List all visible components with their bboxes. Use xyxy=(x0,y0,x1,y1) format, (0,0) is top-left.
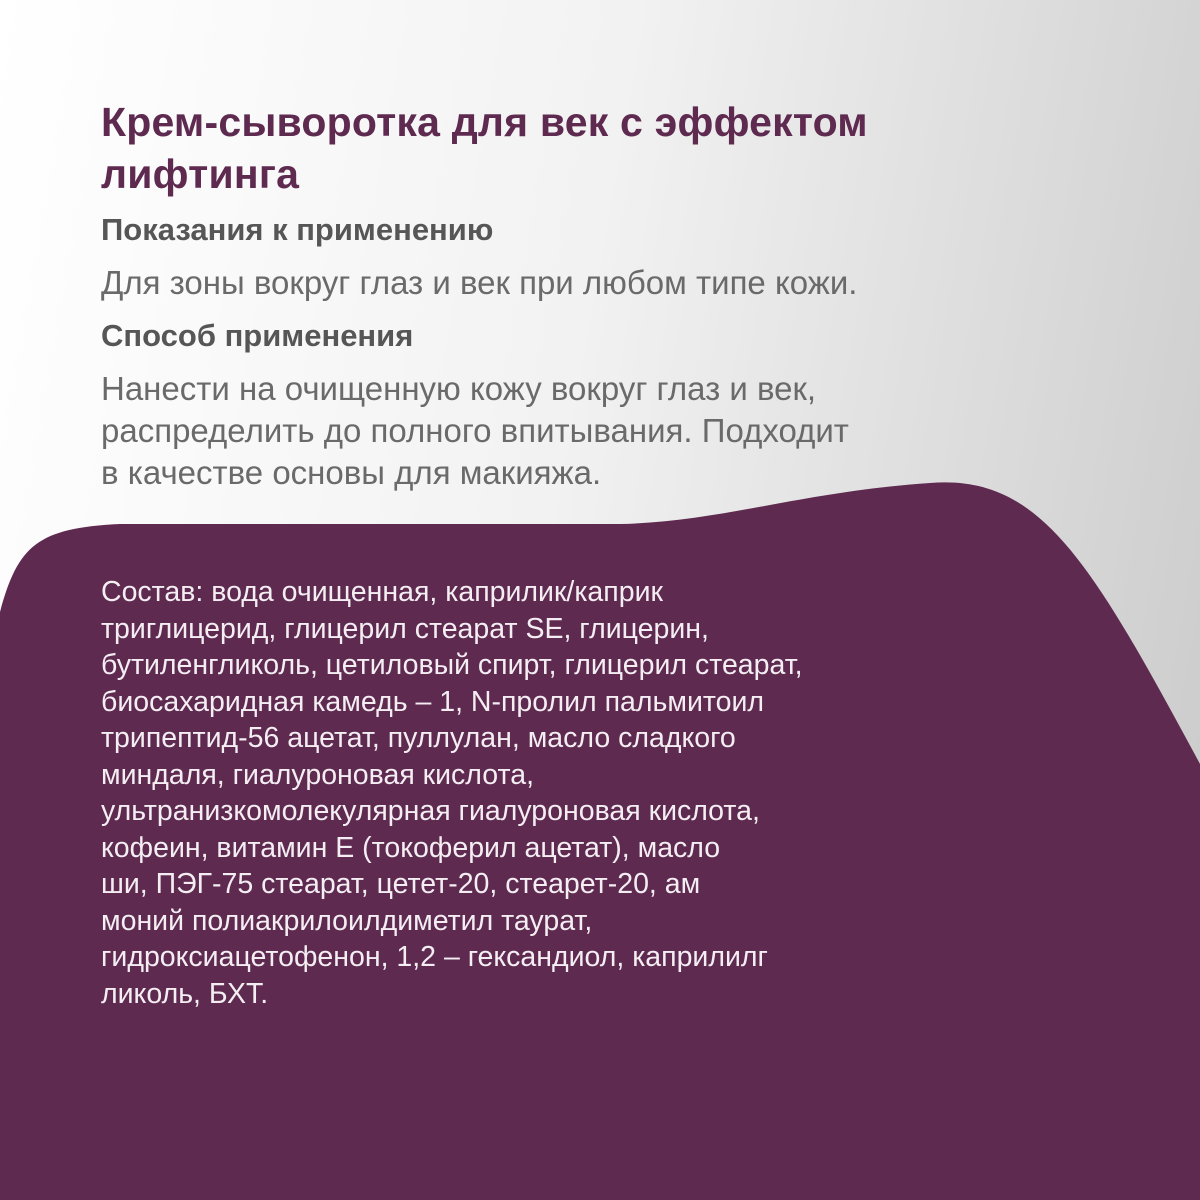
composition-text: Состав: вода очищенная, каприлик/каприк триглицерид, глицерил стеарат SE, глицерин, бутиленгликоль, цетиловый спирт, глицерил стеарат, биосахаридная камедь – 1, N-пролил пальмитоил трипептид-56 ацетат, пуллулан, масло сладкого миндаля, гиалуроновая кислота, ультранизкомолекулярная гиалуроновая кислота, кофеин, витамин Е (токоферил ацетат), масло ши, ПЭГ-75 стеарат, цетет-20, стеарет-20, ам моний полиакрилоилдиметил таурат, гидроксиацетофенон, 1,2 – гександиол, каприлилг ликоль, БХТ. xyxy=(101,576,803,1010)
indications-text: Для зоны вокруг глаз и век при любом типе кожи. xyxy=(101,264,858,301)
usage-text: Нанести на очищенную кожу вокруг глаз и век, распределить до полного впитывания. Подходит в качестве основы для макияжа. xyxy=(101,370,849,491)
indications-heading: Показания к применению xyxy=(101,212,494,247)
usage-heading: Способ применения xyxy=(101,318,414,353)
product-title: Крем-сыворотка для век с эффектом лифтинга xyxy=(101,99,868,197)
top-text-block xyxy=(101,96,1061,494)
